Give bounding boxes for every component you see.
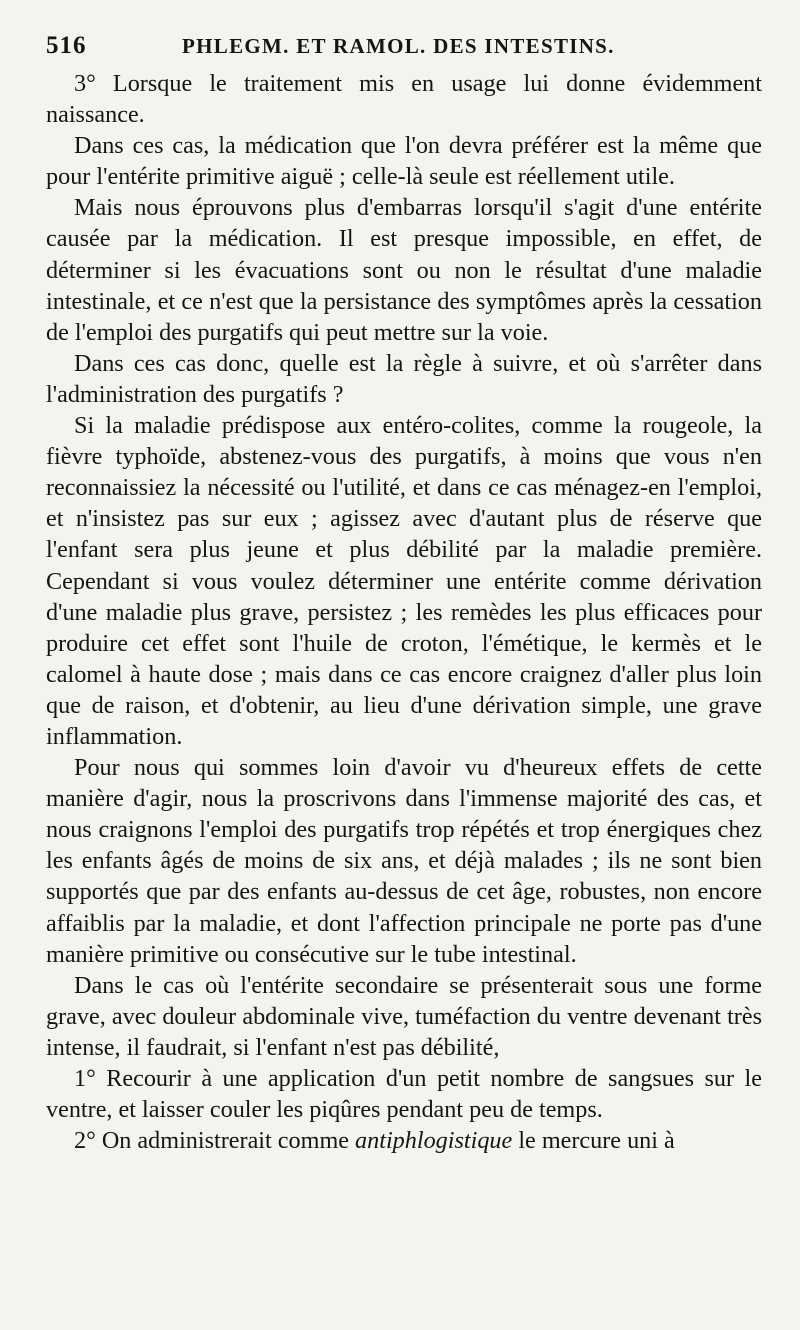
page-body: [46, 68, 762, 1156]
paragraph-text: 2° On administrerait comme: [74, 1127, 356, 1155]
paragraph: Dans ces cas donc, quelle est la règle à suivre, et où s'arrêter dans l'administration des purgatifs ?: [46, 349, 762, 408]
paragraph: [46, 1125, 762, 1156]
paragraph: 3° Lorsque le traitement mis en usage lui donne évidemment naissance.: [46, 70, 762, 129]
paragraph: 1° Recourir à une application d'un petit nombre de sangsues sur le ventre, et laisser couler les piqûres pendant peu de temps.: [46, 1065, 762, 1124]
page-number: 516: [46, 32, 87, 59]
paragraph: Pour nous qui sommes loin d'avoir vu d'heureux effets de cette manière d'agir, nous la proscrivons dans l'immense majorité des cas, et nous craignons l'emploi des purgatifs trop répétés et trop énergiques chez les enfants âgés de moins de six ans, et déjà malades ; ils ne sont bien supportés que par des enfants au-dessus de cet âge, robustes, non encore affaiblis par la maladie, et dont l'affection principale ne porte pas d'une manière primitive ou consécutive sur le tube intestinal.: [46, 754, 762, 968]
running-title: PHLEGM. ET RAMOL. DES INTESTINS.: [182, 34, 615, 58]
italic-term: antiphlogistique: [355, 1127, 513, 1155]
paragraph-text: le mercure uni à: [512, 1127, 675, 1155]
paragraph: Dans le cas où l'entérite secondaire se présenterait sous une forme grave, avec douleur abdominale vive, tuméfaction du ventre devenant très intense, il faudrait, si l'enfant n'est pas débilité,: [46, 971, 762, 1061]
paragraph: Si la maladie prédispose aux entéro-colites, comme la rougeole, la fièvre typhoïde, abstenez-vous des purgatifs, à moins que vous n'en reconnaissiez la nécessité ou l'utilité, et dans ce cas ménagez-en l'emploi, et n'insistez pas sur eux ; agissez avec d'autant plus de réserve que l'enfant sera plus jeune et plus débilité par la maladie première. Cependant si vous voulez déterminer une entérite comme dérivation d'une maladie plus grave, persistez ; les remèdes les plus efficaces pour produire cet effet sont l'huile de croton, l'émétique, le kermès et le calomel à haute dose ; mais dans ce cas encore craignez d'aller plus loin que de raison, et d'obtenir, au lieu d'une dérivation simple, une grave inflammation.: [46, 412, 762, 750]
paragraph: Dans ces cas, la médication que l'on devra préférer est la même que pour l'entérite primitive aiguë ; celle-là seule est réellement utile.: [46, 132, 762, 191]
page-header: [46, 32, 762, 66]
paragraph: Mais nous éprouvons plus d'embarras lorsqu'il s'agit d'une entérite causée par la médication. Il est presque impossible, en effet, de déterminer si les évacuations sont ou non le résultat d'une maladie intestinale, et ce n'est que la persistance des symptômes après la cessation de l'emploi des purgatifs qui peut mettre sur la voie.: [46, 194, 762, 346]
